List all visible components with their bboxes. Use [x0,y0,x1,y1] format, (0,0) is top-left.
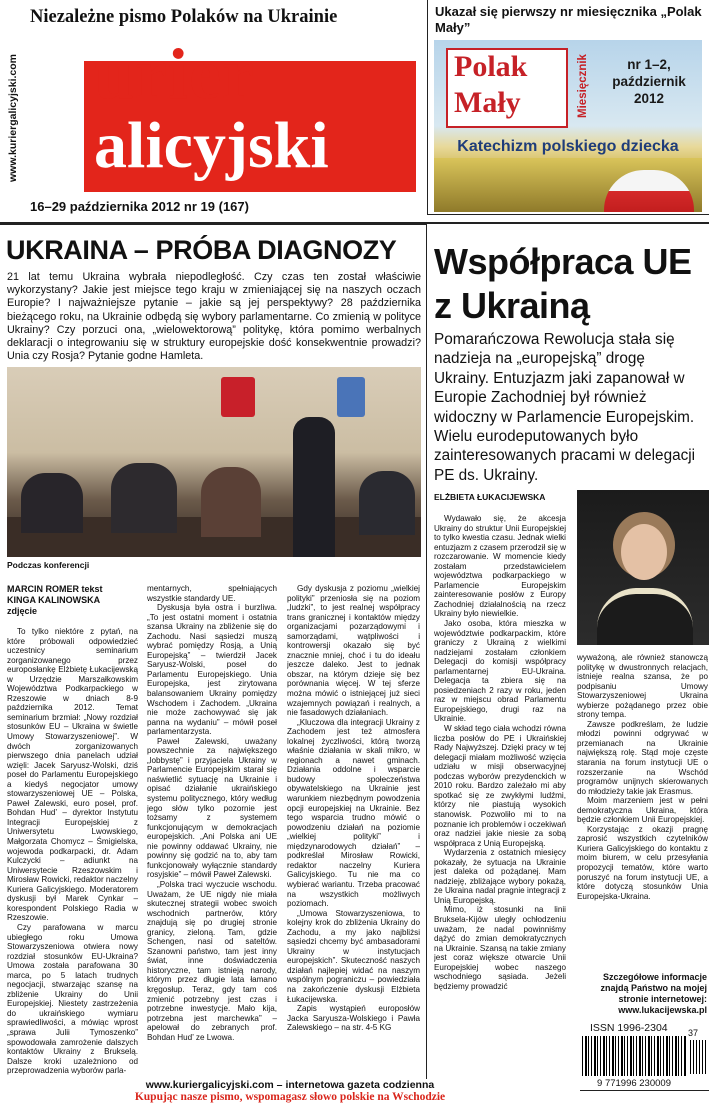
paragraph: „Polska traci wyczucie wschodu. Uważam, że UE nigdy nie miała skutecznej strategii wobec swoich wschodnich partnerów, który znajdują się po drugiej stronie granicy, zieloną. Tam, gdzie Schengen, nasi od sateltów. Szanowni państwo, tam jest inny świat, inne doświadczenia historyczne, tam istnieją narody, którym przez długie lata łamano kręgosłup. Teraz, gdy tam coś zmienić potrzebny jest czas i potrzebne inwestycje. Mało kija, potrzebna jest marchewka” – apelował do zebranych prof. Bohdan Hud’ ze Lwowa. [147,879,277,1042]
paragraph: Czy parafowana w marcu ubiegłego roku Umowa Stowarzyszeniowa otwiera nowy rozdział stosunków EU-Ukraina? Umowa została parafowana 30 marca, po 5 latach trudnych negocjacji, stwarzając szansę na zbliżenie Ukrainy do Unii Europejskiej. Niestety zastrzeżenia do ukraińskiego wymiaru sprawiedliwości, a mówiąc wprost „sprawa Julii Tymoszenko” spowodowała zamrożenie dalszych kontaktów Ukrainy z Brukselą. Dalsze kroki uzależniono od przeprowadzenia wyborów parla- [7,922,138,1075]
photo-person-3 [201,467,261,537]
footer-website[interactable]: www.kuriergalicyjski.com – internetowa gazeta codzienna [0,1079,580,1091]
left-article-lead: 21 lat temu Ukraina wybrała niepodległość. Czy czas ten został właściwie wykorzystany? Jakie jest miejsce tego kraju w zmieniającej się na naszych oczach Europie? I najważniejsze pytanie – jakie są jej perspektywy? 28 października bieżącego roku, na Ukrainie odbędą się wybory parlamentarne. Co zmienią w polityce Ukrainy? Czy porzuci ona, „wielowektorową” politykę, która pomimo werbalnych deklaracji o integrowaniu się w struktury europejskie dość konsekwentnie prowadzi? Unia czy Rosja? Pytanie godne Hamleta. [7,271,421,363]
right-article-byline: ELŻBIETA ŁUKACIJEWSKA [434,492,546,502]
photo-person-4 [359,471,415,535]
logo-word-alicyjski: alicyjski [94,109,329,182]
paragraph: W skład tego ciała wchodzi równa liczba posłów do PE i Ukraińskiej Rady Najwyższej. Dzięki pracy w tej delegacji miałam możliwość wzięcia udziału w misji obserwacyjnej podczas wyborów prezydenckich w 2010 roku. Bardzo zależało mi aby spotkać się ze zwykłymi ludźmi, którzy nie piastują wysokich stanowisk. Pozwoliło mi to na poznanie ich problemów i oczekiwań oraz nadziei jakie niesie za sobą współpraca z Unią Europejską. [434,724,566,848]
paragraph: Korzystając z okazji pragnę zaprosić wszystkich czytelników Kuriera Galicyjskiego do kontaktu z moim biurem, w celu przesyłania propozycji tematów, które warto poruszyć na forum instytucji UE, a które dotyczą stosunków Unia Europejska-Ukraina. [577,824,708,901]
barcode-addon-bars [690,1040,706,1074]
title-line: Współpraca UE [434,241,692,282]
photo-person-1 [21,473,83,533]
footer-slogan: Kupując nasze pismo, wspomagasz słowo polskie na Wschodzie [134,1091,446,1103]
paragraph: Zawsze podkreślam, że ludzie młodzi powinni odgrywać w przemianach na Ukrainie największą rolę. Stąd moje częste starania na forum instytucji UE o rozszerzanie na Wschód programów unijnych skierowanych do młodzieży takie jak Erasmus. [577,719,708,796]
cover-issue-nr: nr 1–2, [627,57,671,72]
paragraph: Moim marzeniem jest w pełni demokratyczna Ukraina, która będzie członkiem Unii Europejskiej. [577,796,708,825]
byline-photo-label: zdjęcie [7,606,38,616]
right-article-title [434,240,706,328]
logo-word-urier: urier [94,34,255,114]
cover-logo-box [446,48,568,128]
author-portrait [577,490,709,645]
left-article-col2 [147,584,277,1075]
barcode-number: 9 771996 230009 [578,1078,690,1089]
right-article-col2 [577,653,708,913]
cover-issue-year: 2012 [633,91,665,106]
portrait-face [621,524,667,580]
paragraph: wyważoną, ale również stanowczą politykę w dwustronnych relacjach, istnieje realna szansa, że po podpisaniu Umowy Stowarzyszeniowej Ukraina wybierze pożądanego przez obie strony tempa. [577,653,708,720]
left-article-col1 [7,627,138,1075]
conference-photo [7,367,421,557]
paragraph: Jako osoba, która mieszka w województwie podkarpackim, które graniczy z Ukrainą z wielkimi nadziejami zostałam członkiem Delegacji do komisji współpracy parlamentarnej EU-Ukraina. Delegacja ta zbiera się na posiedzeniach 2 razy w roku, jeden raz w miejscu obrad Parlamentu Europejskiego, drugi raz na Ukrainie. [434,619,566,724]
cover-logo-maly: Mały [454,86,521,119]
right-article-col1 [434,514,566,1075]
left-article-col3 [287,584,420,1075]
paragraph: „Kluczowa dla integracji Ukrainy z Zachodem jest też atmosfera lokalnej życzliwości, którą tworzą właśnie działania w skali mikro, w regionach a nawet gminach. Działania oddolne i wsparcie budowy społeczeństwa obywatelskiego na Ukrainie jest warunkiem niezbędnym powodzenia opcji europejskiej na Ukrainie. Bez tego wsparcia trudno mówić o powodzeniu działań na poziomie „wielkiej polityki” i międzynarodowych działań” – podkreślał Mirosław Rowicki, redaktor naczelny Kuriera Galicyjskiego. Tu nie ma co wybierać wariantu. Trzeba pracować na wszystkich możliwych poziomach. [287,717,420,909]
portrait-body [597,588,693,645]
byline-photographer: KINGA KALINOWSKA [7,595,101,605]
cover-logo-polak: Polak [454,50,528,83]
photo-caption: Podczas konferencji [7,560,90,570]
photo-person-standing [293,417,335,557]
paragraph: Dyskusja była ostra i burzliwa. „To jest ostatni moment i ostatnia szansa Ukrainy na zbliżenie się do Zachodu. Nasi sąsiedzi muszą wybrać pomiędzy Rosją, a Unią Europejską” – twierdził Jacek Saryusz-Wolski, poseł do Parlamentu Europejskiego. Unia Europejska, jest zirytowana balansowaniem Ukrainy pomiędzy Wschodem i Zachodem. „Ukraina nie może zachowywać się jak panna na wydaniu” – mówił poseł parlamentarzysta. [147,603,277,737]
byline-author: MARCIN ROMER tekst [7,584,103,594]
paragraph: mentarnych, spełniających wszystkie standardy UE. [147,584,277,603]
cover-issue-box [599,56,699,114]
cover-issue-month: październik [612,74,686,89]
barcode [582,1036,686,1076]
paragraph: To tylko niektóre z pytań, na które próbowali odpowiedzieć uczestnicy seminarium zorganizowanego przez europosłankę Elżbietę Łukacijewską w Urzędzie Marszałkowskim Województwa Podkarpackiego w Rzeszowie w dniach 8-9 października 2012. Temat seminarium brzmiał: „Nowy rozdział stosunków EU – Ukraina w świetle Umowy Stowarzyszeniowej”. W dwóch zorganizowanych pierwszego dnia panelach udział wzięli: Jacek Saryusz-Wolski, dziś poseł do Parlamentu Europejskiego a kiedyś negocjator umowy stowarzyszeniowej UE – Polska, Paweł Zalewski, euro poseł, prof. Bohdan Hud’ – dyrektor Instytutu Integracji Europejskiej z Uniwersytetu Lwowskiego, Małgorzata Chomycz – Śmigielska, wojewoda podkarpacki, dr. Adam Kulczycki – adiunkt na Uniwersytecie Rzeszowskim i Mirosław Rowicki, redaktor naczelny Kuriera Galicyjskiego. Moderatorem dyskusji był Marek Cynkar – korespondent Polskiego Radia w Rzeszowie. [7,627,138,923]
barcode-addon: 37 [688,1028,699,1038]
title-line: z Ukrainą [434,285,590,326]
promo-headline: Ukazał się pierwszy nr miesięcznika „Polak Mały” [435,4,702,35]
paragraph: Gdy dyskusja z poziomu „wielkiej polityki” przeniosła się na poziom „ludzki”, to jest realnej współpracy trans granicznej i kontaktów między organizacjami pozarządowymi i samorządami, wątpliwości i kontrowersji okazało się być znacznie mniej, choć i tu do ideału jeszcze daleko. Jest to jednak obszar, na którym dzieje się bez porównania więcej. W tej sferze można mówić o istniejącej już sieci wzajemnych powiązań i realnych, a nie fasadowych działaniach. [287,584,420,718]
issue-line: 16–29 października 2012 nr 19 (167) [30,199,249,214]
promo-cover [434,40,702,212]
paragraph: „Umowa Stowarzyszeniowa, to kolejny krok do zbliżenia Ukrainy do Zachodu, a my jako najbliżsi sąsiedzi chcemy być ambasadorami Ukrainy w instytucjach europejskich”. Skuteczność naszych działań najlepiej widać na naszym wspólnym pograniczu – powiedziała na zakończenie dyskusji Elżbieta Łukacijewska. [287,908,420,1004]
author-website-note[interactable]: Szczegółowe informacje znajdą Państwo na mojej stronie internetowej: www.lukacijewska.pl [600,972,707,1015]
masthead-side-url[interactable]: www.kuriergalicyjski.com [7,54,19,182]
paragraph: Zapis wystąpień europosłów Jacka Saryusza-Wolskiego i Pawła Zalewskiego – na str. 4-5 KG [287,1004,420,1033]
masthead-logo [28,34,416,192]
photo-emblem-2 [337,377,365,417]
left-article-byline [7,584,137,617]
paragraph: Wydawało się, że akcesja Ukrainy do struktur Unii Europejskiej to tylko kwestia czasu. Jednak wielki entuzjazm z czasem przerodził się w rozczarowanie. W momencie kiedy zostałam przedstawicielem województwa podkarpackiego w Parlamencie Europejskim zainteresowanie posłów z Europy Zachodniej działalnością na rzecz Ukrainy było niewielkie. [434,514,566,619]
paragraph: Mimo, iż stosunki na linii Bruksela-Kijów uległy ochłodzeniu uważam, że nadal powinniśmy dążyć do zmian demokratycznych na Ukrainie. Szansą na takie zmiany jest coraz większe otwarcie Unii Europejskiej wobec naszego wschodniego sąsiada. Jeżeli będziemy prowadzić [434,905,566,991]
cover-subtitle: Katechizm polskiego dziecka [457,138,679,155]
promo-box[interactable] [427,0,709,215]
issn-label: ISSN 1996-2304 [590,1022,668,1034]
paragraph: Paweł Zalewski, uważany powszechnie za największego „lobbystę” i przyjaciela Ukrainy w Parlamencie Europejskim starał się naświetlić sytuację na Ukrainie i opisać działanie ukraińskiego systemu politycznego, który według jego słów tylko pozornie jest tożsamy z systemem funkcjonującym w demokracjach europejskich. „Ani Polska ani UE nie powinny oddawać Ukrainy, nie powinny się godzić na to, aby tam funkcjonowały wyłącznie standardy rosyjskie” – mówił Paweł Zalewski. [147,736,277,880]
cover-vertical-label: Miesięcznik [577,54,589,118]
photo-person-2 [111,463,177,533]
photo-emblem [221,377,255,417]
paragraph: Wydarzenia z ostatnich miesięcy pokazały, że sytuacja na Ukrainie jest daleka od pożądanej. Mam nadzieję, zbliżające wybory pokażą, że Ukraina nadal pragnie integracji z Unią Europejską. [434,848,566,905]
masthead-tagline: Niezależne pismo Polaków na Ukrainie [30,7,338,27]
right-article-lead: Pomarańczowa Rewolucja stała się nadzieja na „europejską” drogę Ukrainy. Entuzjazm jaki zapanował w Europie Zachodniej był również widoczny w Parlamencie Europejskim. Wielu eurodeputowanych było zainteresowanych pracami w delegacji PE ds. Ukrainy. [434,331,696,484]
left-article-title: UKRAINA – PRÓBA DIAGNOZY [6,235,397,265]
